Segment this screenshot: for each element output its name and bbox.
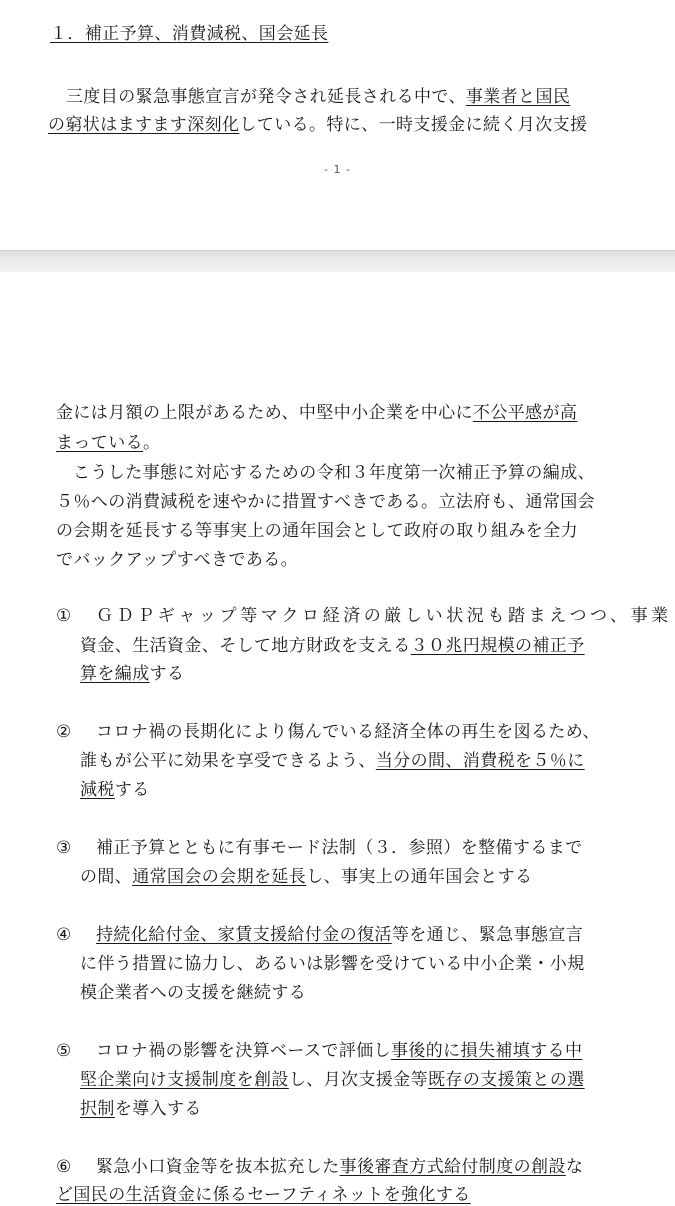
section-heading: １．補正予算、消費減税、国会延長 <box>50 24 329 44</box>
list-item-4-line: 模企業者への支援を継続する <box>80 983 307 1003</box>
paragraph-line: こうした事態に対応するための令和３年度第一次補正予算の編成、 <box>73 463 595 483</box>
list-item-2-line: ② コロナ禍の長期化により傷んでいる経済全体の再生を図るため、 <box>56 722 600 742</box>
item-number: ⑤ <box>56 1041 72 1061</box>
paragraph-line: まっている。 <box>56 433 161 453</box>
list-item-2-line: 減税する <box>80 780 150 800</box>
item-number: ⑥ <box>56 1157 72 1177</box>
page-divider <box>0 250 675 273</box>
paragraph-line: 三度目の緊急事態宣言が発令され延長される中で、事業者と国民 <box>66 87 571 107</box>
item-number: ③ <box>56 838 72 858</box>
paragraph-line: でバックアップすべきである。 <box>56 550 299 570</box>
list-item-5-line: ⑤ コロナ禍の影響を決算ベースで評価し事後的に損失補填する中 <box>56 1041 583 1061</box>
paragraph-line: の会期を延長する等事実上の通年国会として政府の取り組みを全力 <box>56 521 578 541</box>
list-item-1-line: 算を編成する <box>80 664 185 684</box>
page-number: - 1 - <box>324 163 351 176</box>
list-item-6-line: ど国民の生活資金に係るセーフティネットを強化する <box>56 1185 471 1205</box>
list-item-6-line: ⑥ 緊急小口資金等を抜本拡充した事後審査方式給付制度の創設な <box>56 1157 584 1177</box>
paragraph-line: の窮状はますます深刻化している。特に、一時支援金に続く月次支援 <box>48 115 588 135</box>
list-item-1-line: 資金、生活資金、そして地方財政を支える３０兆円規模の補正予 <box>80 636 585 656</box>
item-number: ① <box>56 606 72 626</box>
list-item-5-line: 堅企業向け支援制度を創設し、月次支援金等既存の支援策との選 <box>80 1070 585 1090</box>
paragraph-line: 金には月額の上限があるため、中堅中小企業を中心に不公平感が高 <box>56 403 578 423</box>
list-item-3-line: の間、通常国会の会期を延長し、事実上の通年国会とする <box>80 867 533 887</box>
list-item-2-line: 誰もが公平に効果を享受できるよう、当分の間、消費税を５％に <box>80 751 585 771</box>
list-item-4-line: に伴う措置に協力し、あるいは影響を受けている中小企業・小規 <box>80 954 585 974</box>
paragraph-line: ５％への消費減税を速やかに措置すべきである。立法府も、通常国会 <box>56 492 596 512</box>
item-number: ④ <box>56 925 72 945</box>
item-number: ② <box>56 722 72 742</box>
document-page-1 <box>0 0 675 250</box>
list-item-4-line: ④ 持続化給付金、家賃支援給付金の復活等を通じ、緊急事態宣言 <box>56 925 584 945</box>
list-item-1-line: ① ＧＤＰギャップ等マクロ経済の厳しい状況も踏まえつつ、事業 <box>56 606 672 626</box>
list-item-5-line: 択制を導入する <box>80 1099 202 1119</box>
list-item-3-line: ③ 補正予算とともに有事モード法制（３．参照）を整備するまで <box>56 838 583 858</box>
